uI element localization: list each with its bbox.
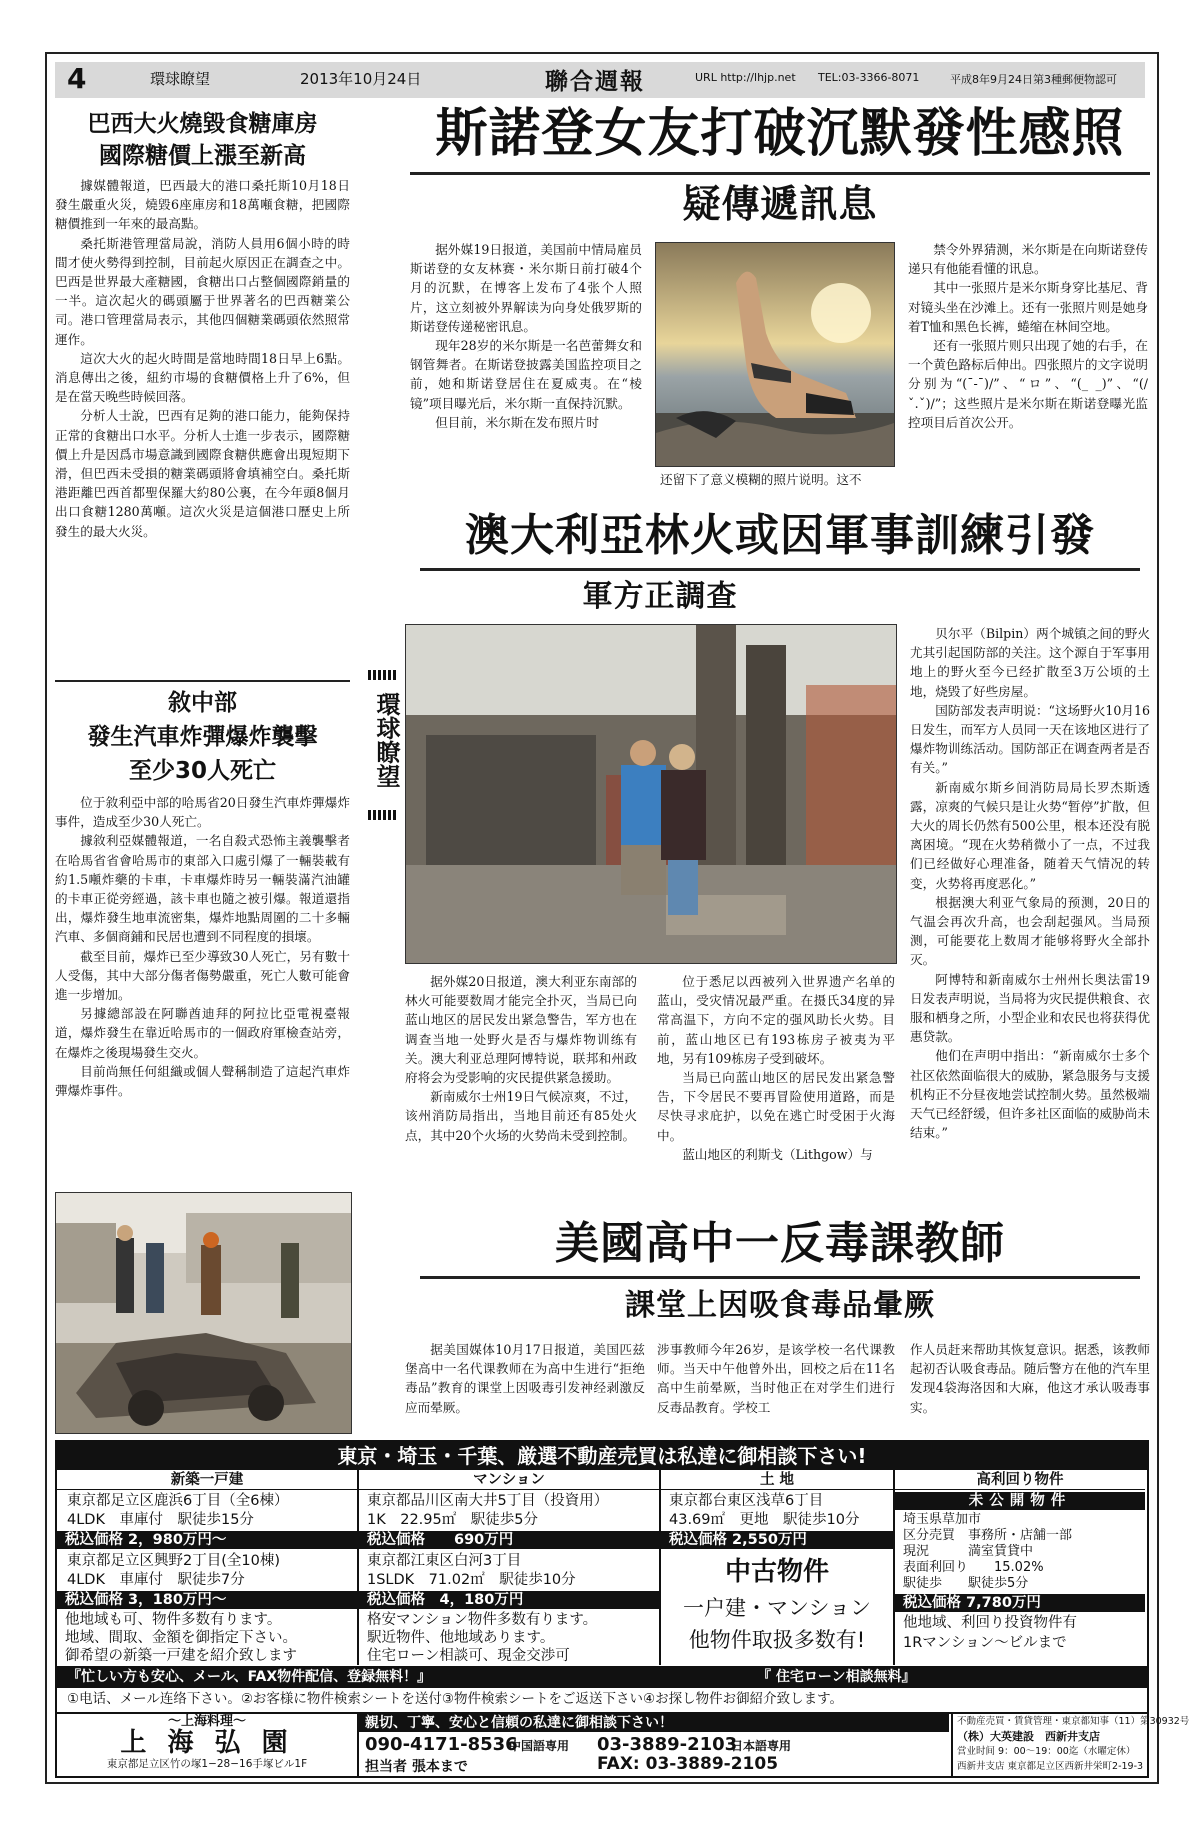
story1-col3: 禁令外界猜测，米尔斯是在向斯诺登传递只有他能看懂的讯息。 其中一张照片是米尔斯身穿比基尼、背对镜头坐在沙滩上。还有一张照片则是她身着T恤和黑色长裤，蜷缩在林间空地。 还有一张照片则只出现了她的右手，在一个黄色路标后伸出。四张照片的文字说明分别为“(ˉ-ˉ)/”、“ロ”、“(_ _)”、“(/ˇ.ˇ)/”；这些照片是米尔斯在斯诺登曝光监控项目后首次公开。	[908, 242, 1148, 430]
listing-2-spec: 4LDK 車庫付 駅徒歩7分	[67, 1572, 245, 1588]
listing-3-spec: 1K 22.95㎡ 駅徒歩5分	[367, 1512, 538, 1528]
ad-service-bar	[57, 1666, 1147, 1688]
side-section-label: 環球瞭望	[368, 670, 396, 830]
listing-1-addr: 東京都足立区鹿浜6丁目（全6棟）	[67, 1493, 289, 1509]
shanghai-restaurant: 〜上海料理〜 上 海 弘 園 東京都足立区竹の塚1−28−16手塚ビル1F	[57, 1714, 359, 1776]
car-bomb-photo	[55, 1192, 352, 1434]
company-info: 不動産売買・賃貸管理・東京都知事（11）第30932号 （株）大英建設 西新井支店 営业时间 9：00～19：00迄（水曜定休） 西新井支店 東京都足立区西新井栄町2-19-3	[951, 1714, 1147, 1776]
ad-service-bar-right: 『 住宅ローン相談無料』	[757, 1669, 916, 1685]
listing-4-price: 税込価格 4，180万円	[359, 1591, 659, 1609]
listing-4-spec: 1SLDK 71.02㎡ 駅徒歩10分	[367, 1572, 576, 1588]
story1-col1: 据外媒19日报道，美国前中情局雇员斯诺登的女友林赛・米尔斯日前打破4个月的沉默，在博客上发布了4张个人照片，这立刻被外界解读为向身处俄罗斯的斯诺登传递秘密讯息。 现年28岁的米尔斯是一名芭蕾舞女和钢管舞者。在斯诺登披露美国监控项目之前，她和斯诺登居住在夏威夷。在“棱镜”项目曝光后，米尔斯一直保持沉默。 但目前，米尔斯在发布照片时	[410, 242, 642, 430]
listing-2-addr: 東京都足立区興野2丁目(全10棟)	[67, 1553, 280, 1569]
page-header	[55, 62, 1145, 98]
yield-note-2: 1Rマンション～ビルまで	[903, 1635, 1067, 1651]
ad-col-header-mansion: マンション	[359, 1471, 659, 1490]
story3-col3: 作人员赶来帮助其恢复意识。据悉，该教师起初否认吸食毒品。随后警方在他的汽车里发现4袋海洛因和大麻，他这才承认吸毒事实。	[910, 1342, 1150, 1415]
mansion-note-3: 住宅ローン相談可、現金交渉可	[367, 1648, 570, 1664]
unlisted-property-label: 未公開物件	[895, 1492, 1145, 1510]
story1-caption-line: 还留下了意义模糊的照片说明。这不	[660, 472, 862, 487]
realestate-ad	[55, 1440, 1149, 1714]
story3-subtitle: 課堂上因吸食毒品暈厥	[625, 1288, 935, 1323]
japanese-phone-note: 日本語専用	[731, 1739, 792, 1753]
yield-line-4: 表面利回り 15.02%	[903, 1560, 1044, 1575]
listing-3-price: 税込価格 690万円	[359, 1531, 659, 1549]
paper-logo: 聯合週報	[545, 69, 645, 95]
yield-note-1: 他地域、利回り投資物件有	[903, 1615, 1077, 1631]
bushfire-photo	[405, 624, 897, 964]
chinese-phone-note: 中国語専用	[509, 1739, 570, 1753]
newhouse-note-3: 御希望の新築一戸建を紹介致します	[65, 1648, 297, 1664]
used-property-more: 他物件取扱多数有!	[688, 1628, 866, 1652]
mansion-note-2: 駅近物件、他地域あります。	[367, 1630, 555, 1646]
yield-line-1: 埼玉県草加市	[903, 1512, 982, 1527]
story2-headline: 澳大利亞林火或因軍事訓練引發	[465, 510, 1095, 561]
story2-right-col: 贝尔平（Bilpin）两个城镇之间的野火尤其引起国防部的关注。这个源自于军事用地上的野火至今已经扩散至3万公顷的土地，烧毁了好些房屋。 国防部发表声明说：“这场野火10月16日发生，而军方人员同一天在该地区进行了爆炸物训练活动。国防部正在调查两者是否有关。” 新南威尔斯乡间消防局局长罗杰斯透露，凉爽的气候只是让火势“暂停”扩散，但大火的周长仍然有500公里，根本还没有脱离困境。“现在火势稍微小了一点，不过我们已经做好心理准备，随着天气情况的转变，火势将再度恶化。” 根据澳大利亚气象局的预测，20日的气温会再次升高，也会刮起强风。当局预测，可能要花上数周才能够将野火全部扑灭。 阿博特和新南威尔士州州长奥法雷19日发表声明说，当局将为灾民提供粮食、衣服和栖身之所，小型企业和农民也将获得优惠贷款。 他们在声明中指出：“新南威尔士多个社区依然面临很大的威胁，紧急服务与支援机构正不分昼夜地尝试控制火势。虽然极端天气已经舒缓，但许多社区面临的威胁尚未结束。”	[910, 626, 1150, 1141]
left-article1-body: 據媒體報道，巴西最大的港口桑托斯10月18日發生嚴重火災，燒毀6座庫房和18萬噸食糖，把國際糖價推到一年來的最高點。 桑托斯港管理當局說，消防人員用6個小時的時間才使火勢得到控制，目前起火原因正在調查之中。巴西是世界最大產糖國，食糖出口占整個國際銷量的一半。這次起火的碼頭屬于世界著名的巴西糖業公司。港口管理當局表示，其他四個糖業碼頭依然照常運作。 這次大火的起火時間是當地時間18日早上6點。消息傳出之後，紐約市場的食糖價格上升了6%，但是在當天晚些時候回落。 分析人士說，巴西有足夠的港口能力，能夠保持正常的食糖出口水平。分析人士進一步表示，國際糖價上升是因爲市場意識到國際食糖供應會出現短期下滑，但巴西未受損的糖業碼頭將會填補空白。桑托斯港距離巴西首都聖保羅大約80公裏，在今年頭8個月出口食糖1280萬噸。這次火災是這個港口歷史上所發生的最大火災。	[55, 178, 350, 539]
paper-url: URL http://lhjp.net	[695, 71, 796, 84]
story3-col1: 据美国媒体10月17日报道，美国匹兹堡高中一名代课教师在为高中生进行“拒绝毒品”教育的课堂上因吸毒引发神经剥激反应而晕厥。	[405, 1342, 645, 1415]
mills-beach-photo	[655, 242, 895, 467]
listing-2-price: 税込価格 3，180万円～	[57, 1591, 357, 1609]
ad-banner: 東京・埼玉・千葉、厳選不動産売買は私達に御相談下さい!	[57, 1442, 1147, 1470]
contact-block: 親切、丁寧、安心と信頼の私達に御相談下さい！ 090-4171-8536 中国語専用 03-3889-2103 日本語専用 担当者 張本まで FAX: 03-3889-2105	[359, 1714, 949, 1776]
listing-1-price: 税込価格 2，980万円～	[57, 1531, 357, 1549]
contact-ad	[55, 1712, 1190, 1778]
mansion-note-1: 格安マンション物件多数有ります。	[367, 1612, 598, 1628]
used-property-type: 一户建・マンション	[682, 1596, 872, 1620]
yield-line-3: 現況 満室賃貸中	[903, 1544, 1034, 1559]
story2-subtitle: 軍方正調查	[582, 579, 738, 614]
used-property-title: 中古物件	[724, 1557, 829, 1587]
ad-service-bar-left: 『忙しい方も安心、メール、FAX物件配信、登録無料！』	[67, 1669, 432, 1685]
yield-line-5: 駅徒歩 駅徒歩5分	[903, 1576, 1029, 1591]
newhouse-note-2: 地域、間取、金額を御指定下さい。	[65, 1630, 297, 1646]
ad-col-header-land: 土 地	[661, 1471, 893, 1490]
listing-6-price: 税込価格 7,780万円	[895, 1594, 1145, 1612]
listing-5-price: 税込価格 2,550万円	[661, 1531, 893, 1549]
yield-line-2: 区分売買 事務所・店舗一部	[903, 1528, 1073, 1543]
paper-tel: TEL:03-3366-8071	[818, 71, 920, 84]
fax-number: FAX: 03-3889-2105	[597, 1754, 779, 1774]
story1-headline: 斯諾登女友打破沉默發性感照	[435, 104, 1125, 164]
chinese-phone: 090-4171-8536	[365, 1734, 518, 1755]
left-article1-title: 巴西大火燒毀食糖庫房 國際糖價上漲至新高	[87, 111, 318, 169]
listing-3-addr: 東京都品川区南大井5丁目（投資用）	[367, 1493, 609, 1509]
japanese-phone: 03-3889-2103	[597, 1734, 738, 1755]
story2-col2: 位于悉尼以西被列入世界遗产名单的蓝山，受灾情况最严重。在摄氏34度的异常高温下，方向不定的强风助长火势。目前，蓝山地区已有193栋房子被夷为平地，另有109栋房子受到破坏。 当局已向蓝山地区的居民发出紧急警告，下令居民不要再冒险使用道路，而是尽快寻求庇护，以免在逃亡时受困于火海中。 蓝山地区的利斯戈（Lithgow）与	[657, 974, 895, 1162]
page-number: 4	[67, 62, 87, 95]
listing-1-spec: 4LDK 車庫付 駅徒歩15分	[67, 1512, 254, 1528]
left-article2-title: 敘中部 發生汽車炸彈爆炸襲擊 至少30人死亡	[87, 690, 318, 784]
story3-headline: 美國高中一反毒課教師	[555, 1218, 1005, 1269]
ad-col-header-newhouse: 新築一戸建	[57, 1471, 357, 1490]
newhouse-note-1: 他地域も可、物件多数有ります。	[65, 1612, 282, 1628]
listing-4-addr: 東京都江東区白河3丁目	[367, 1553, 522, 1569]
story3-col2: 涉事教师今年26岁，是该学校一名代课教师。当天中午他曾外出，回校之后在11名高中生前晕厥，当时他正在对学生们进行反毒品教育。学校工	[657, 1342, 895, 1415]
story1-subtitle: 疑傳遞訊息	[682, 182, 878, 226]
ad-steps: ①电话、メール连络下さい。②お客様に物件検索シートを送付③物件検索シートをご返送下さい④お探し物件お御紹介致します。	[67, 1691, 844, 1707]
ad-col-header-highyield: 高利回り物件	[895, 1471, 1145, 1490]
listing-5-addr: 東京都台東区浅草6丁目	[669, 1493, 824, 1509]
issue-date: 2013年10月24日	[300, 70, 422, 88]
listing-5-spec: 43.69㎡ 更地 駅徒歩10分	[669, 1512, 860, 1528]
postal-permit: 平成8年9月24日第3種郵便物認可	[950, 73, 1117, 86]
story2-col1: 据外媒20日报道，澳大利亚东南部的林火可能要数周才能完全扑灭，当局已向蓝山地区的居民发出紧急警告，军方也在调查当地一处野火是否与爆炸物训练有关。澳大利亚总理阿博特说，联邦和州政府将会为受影响的灾民提供紧急援助。 新南威尔士州19日气候凉爽，不过，该州消防局指出，当地目前还有85处火点，其中20个火场的火势尚未受到控制。	[405, 974, 637, 1143]
left-article2-body: 位于敘利亞中部的哈馬省20日發生汽車炸彈爆炸事件，造成至少30人死亡。 據敘利亞媒體報道，一名自殺式恐怖主義襲擊者在哈馬省省會哈馬市的東部入口處引爆了一輛裝載有約1.5噸炸藥的卡車，卡車爆炸時另一輛裝滿汽油罐的卡車正從旁經過，該卡車也隨之被引爆。報道還指出，爆炸發生地車流密集，爆炸地點周圍的二十多輛汽車、多個商鋪和民居也遭到不同程度的損壞。 截至目前，爆炸已至少導致30人死亡，另有數十人受傷，其中大部分傷者傷勢嚴重，死亡人數可能會進一步增加。 另據總部設在阿聯酋迪拜的阿拉比亞電視臺報道，爆炸發生在靠近哈馬市的一個政府軍檢查站旁，在爆炸之後現場發生交火。 目前尚無任何組織或個人聲稱制造了這起汽車炸彈爆炸事件。	[55, 795, 350, 1099]
section-name: 環球瞭望	[150, 70, 211, 88]
contact-person: 担当者 張本まで	[365, 1759, 468, 1775]
